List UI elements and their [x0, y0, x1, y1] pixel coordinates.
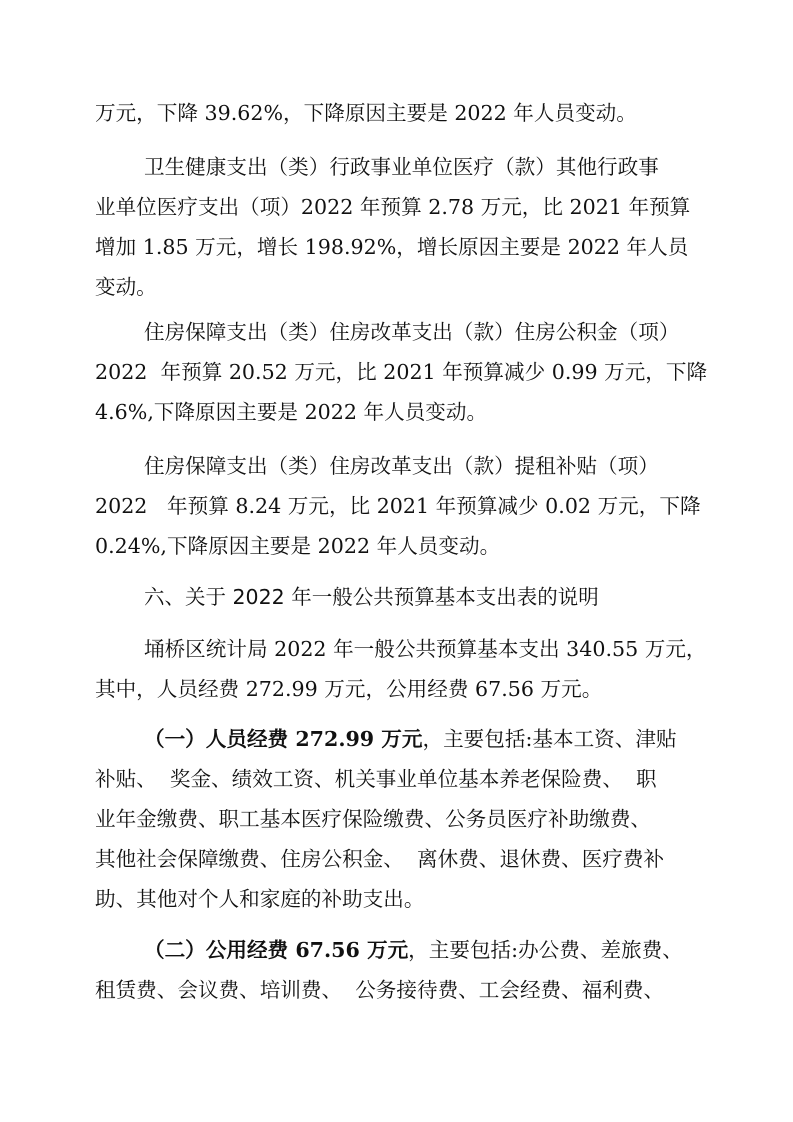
paragraph-line: 变动。	[95, 275, 157, 299]
paragraph-line: 4.6%,下降原因主要是 2022 年人员变动。	[95, 400, 488, 424]
subheading-personnel: （一）人员经费 272.99 万元	[144, 727, 423, 751]
paragraph-line: 2022 年预算 20.52 万元，比 2021 年预算减少 0.99 万元，下降	[95, 360, 708, 384]
paragraph-text: ，主要包括:基本工资、津贴	[422, 727, 677, 751]
paragraph-line: 业单位医疗支出（项）2022 年预算 2.78 万元，比 2021 年预算	[95, 195, 691, 219]
paragraph-line: 其他社会保障缴费、住房公积金、 离休费、退休费、医疗费补	[95, 847, 665, 871]
paragraph-line: 补贴、 奖金、绩效工资、机关事业单位基本养老保险费、 职	[95, 767, 657, 791]
paragraph-line: 业年金缴费、职工基本医疗保险缴费、公务员医疗补助缴费、	[95, 807, 652, 831]
paragraph-line: 卫生健康支出（类）行政事业单位医疗（款）其他行政事	[144, 155, 659, 179]
paragraph-line: 助、其他对个人和家庭的补助支出。	[95, 887, 425, 911]
paragraph-text: ，主要包括:办公费、差旅费、	[408, 938, 683, 962]
paragraph-line: 埇桥区统计局 2022 年一般公共预算基本支出 340.55 万元，	[144, 637, 707, 661]
paragraph-line	[144, 938, 793, 962]
paragraph-line: 2022 年预算 8.24 万元，比 2021 年预算减少 0.02 万元，下降	[95, 494, 701, 518]
subheading-public: （二）公用经费 67.56 万元	[144, 938, 409, 962]
paragraph-line: 万元，下降 39.62%，下降原因主要是 2022 年人员变动。	[95, 101, 637, 125]
section-heading: 六、关于 2022 年一般公共预算基本支出表的说明	[144, 585, 599, 609]
paragraph-line: 0.24%,下降原因主要是 2022 年人员变动。	[95, 534, 501, 558]
paragraph-line	[144, 727, 793, 751]
paragraph-line: 住房保障支出（类）住房改革支出（款）提租补贴（项）	[144, 454, 659, 478]
paragraph-line: 增加 1.85 万元，增长 198.92%，增长原因主要是 2022 年人员	[95, 235, 689, 259]
paragraph-line: 住房保障支出（类）住房改革支出（款）住房公积金（项）	[144, 320, 680, 344]
paragraph-line: 其中，人员经费 272.99 万元，公用经费 67.56 万元。	[95, 677, 603, 701]
paragraph-line: 租赁费、会议费、培训费、 公务接待费、工会经费、福利费、	[95, 978, 665, 1002]
